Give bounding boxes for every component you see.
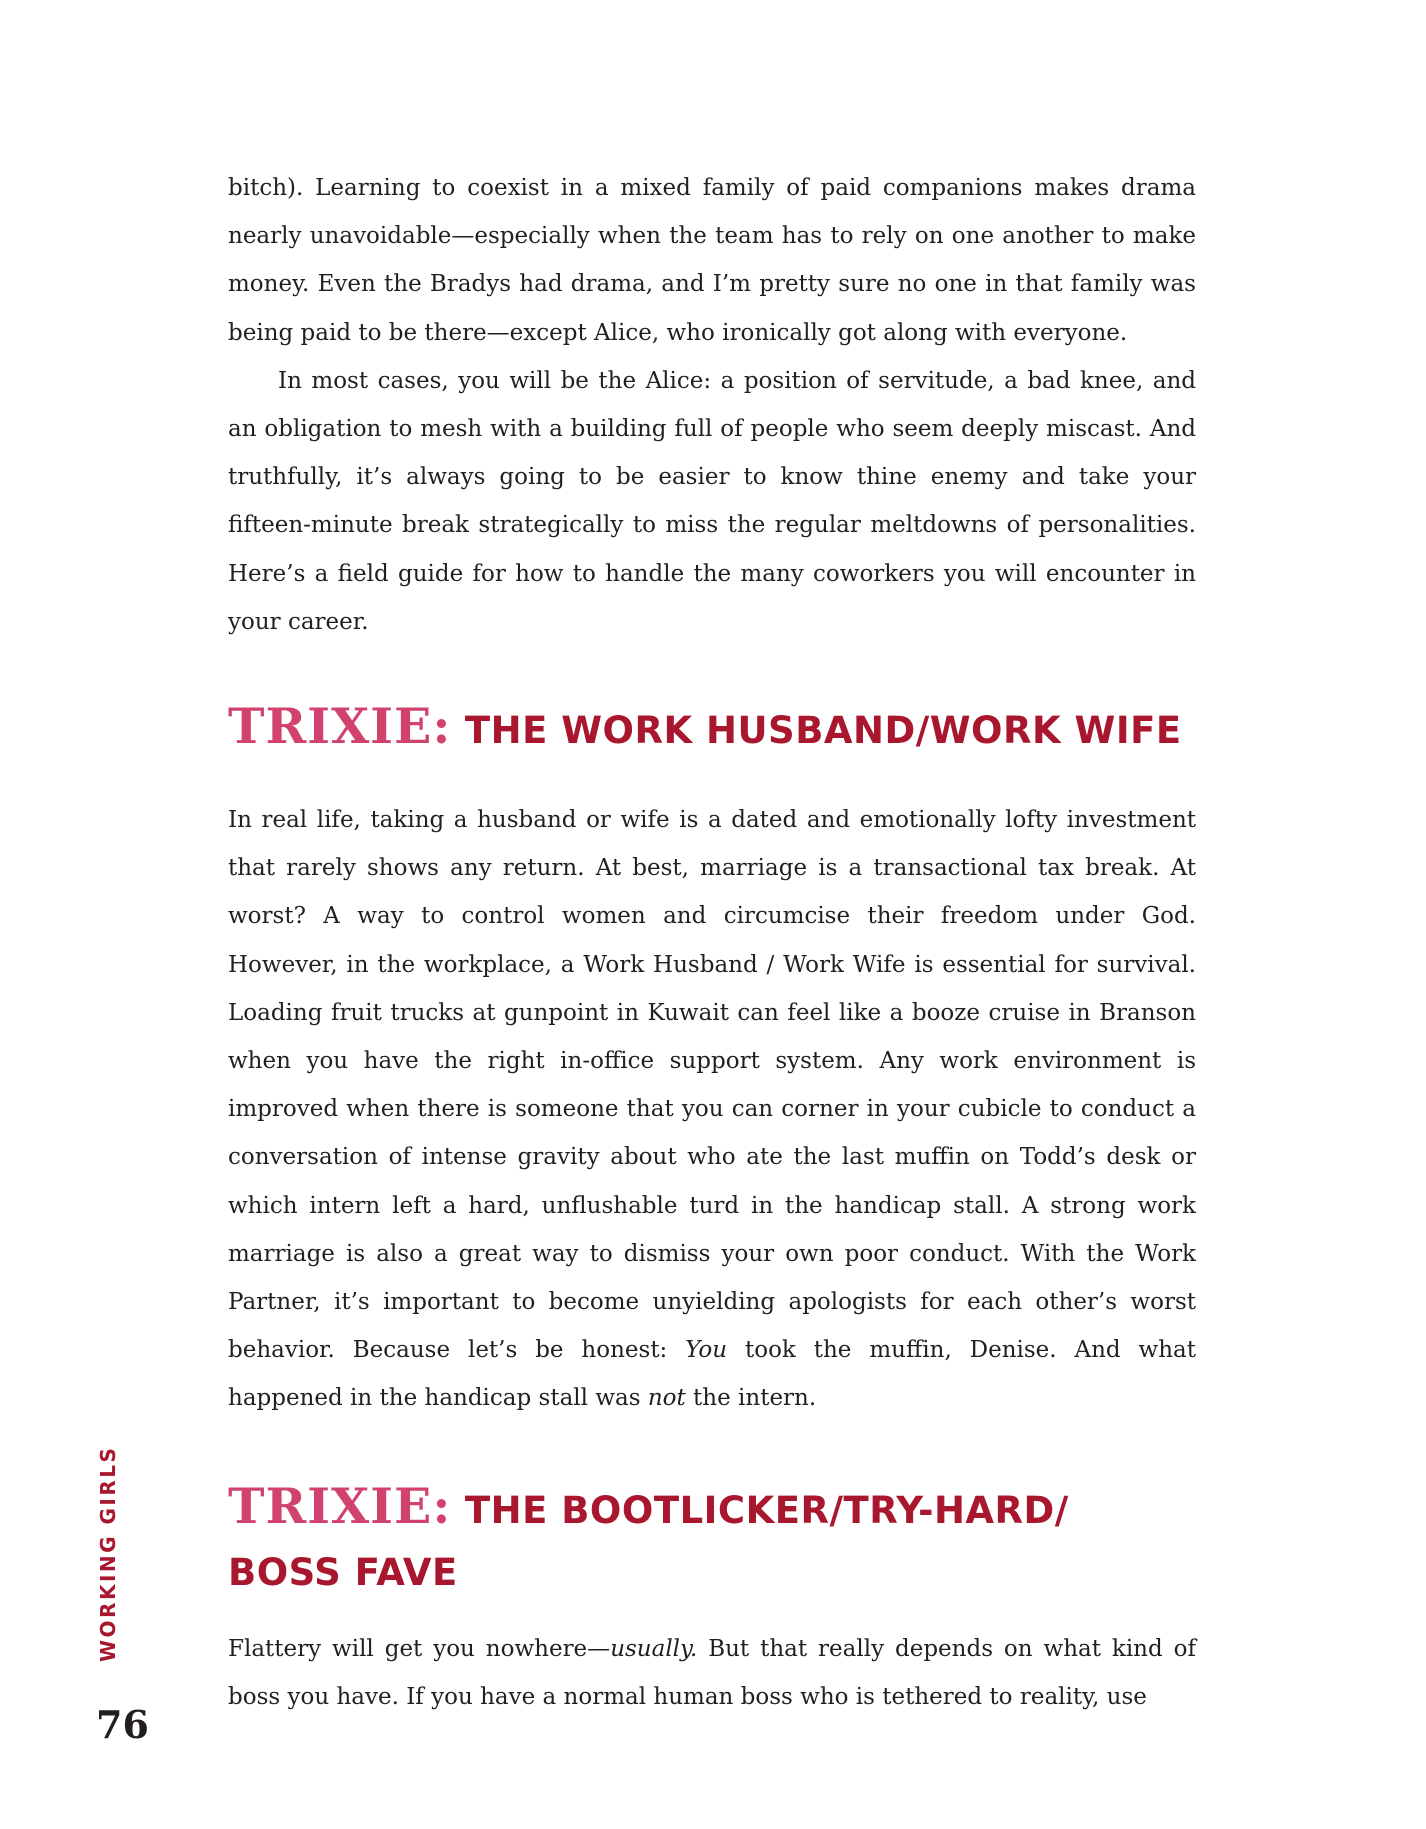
heading-title: THE WORK HUSBAND/WORK WIFE bbox=[451, 709, 1182, 753]
heading-speaker: TRIXIE: bbox=[228, 697, 452, 756]
section1-emphasis-not: not bbox=[647, 1385, 686, 1412]
heading-title-line-1: THE BOOTLICKER/TRY-HARD/ bbox=[451, 1488, 1069, 1532]
section1-paragraph bbox=[228, 796, 1196, 1423]
section2-text-a: Flattery will get you nowhere— bbox=[228, 1635, 611, 1662]
body-paragraph-1: bitch). Learning to coexist in a mixed family of paid companions makes drama nearly unavoidable—especially when the team has to rely on one another to make money. Even the Bradys had drama, and I’m pretty sure no one in that family was being paid to be there—except Alice, who ironically got along with everyone. bbox=[228, 175, 1196, 346]
section1-text-b: took the muffin, Denise. And what happened in the handicap stall was bbox=[228, 1337, 1197, 1412]
section1-emphasis-you: You bbox=[685, 1337, 728, 1364]
section-heading-bootlicker bbox=[228, 1476, 1196, 1598]
body-paragraph-2: In most cases, you will be the Alice: a position of servitude, a bad knee, and an obligation to mesh with a building full of people who seem deeply miscast. And truthfully, it’s always going to be easier to know thine enemy and take your fifteen-minute break strategically to miss the regular meltdowns of personalities. Here’s a field guide for how to handle the many coworkers you will encounter in your career. bbox=[228, 367, 1196, 635]
section1-text-c: the intern. bbox=[685, 1385, 817, 1412]
heading-speaker: TRIXIE: bbox=[228, 1476, 452, 1535]
page-number: 76 bbox=[96, 1702, 149, 1747]
section2-paragraph bbox=[228, 1625, 1196, 1721]
section2-text-b: But that really depends on what kind of boss you have. If you have a normal human boss who is tethered to reality, use bbox=[228, 1635, 1196, 1710]
section-heading-work-husband bbox=[228, 697, 1196, 768]
text-column bbox=[228, 164, 1196, 1721]
section2-emphasis-usually: usually. bbox=[610, 1635, 698, 1662]
section1-text-a: In real life, taking a husband or wife is a dated and emotionally lofty investment that rarely shows any return. At best, marriage is a transactional tax break. At worst? A way to control women and circumcise their freedom under God. However, in the workplace, a Work Husband / Work Wife is essential for survival. Loading fruit trucks at gunpoint in Kuwait can feel like a booze cruise in Branson when you have the right in-office support system. Any work environment is improved when there is someone that you can corner in your cubicle to conduct a conversation of intense gravity about who ate the last muffin on Todd’s desk or which intern left a hard, unflushable turd in the handicap stall. A strong work marriage is also a great way to dismiss your own poor conduct. With the Work Partner, it’s important to become unyielding apologists for each other’s worst behavior. Because let’s be honest: bbox=[228, 807, 1196, 1364]
heading-title-line-2: BOSS FAVE bbox=[228, 1550, 458, 1594]
running-section-label: WORKING GIRLS bbox=[96, 1445, 120, 1662]
